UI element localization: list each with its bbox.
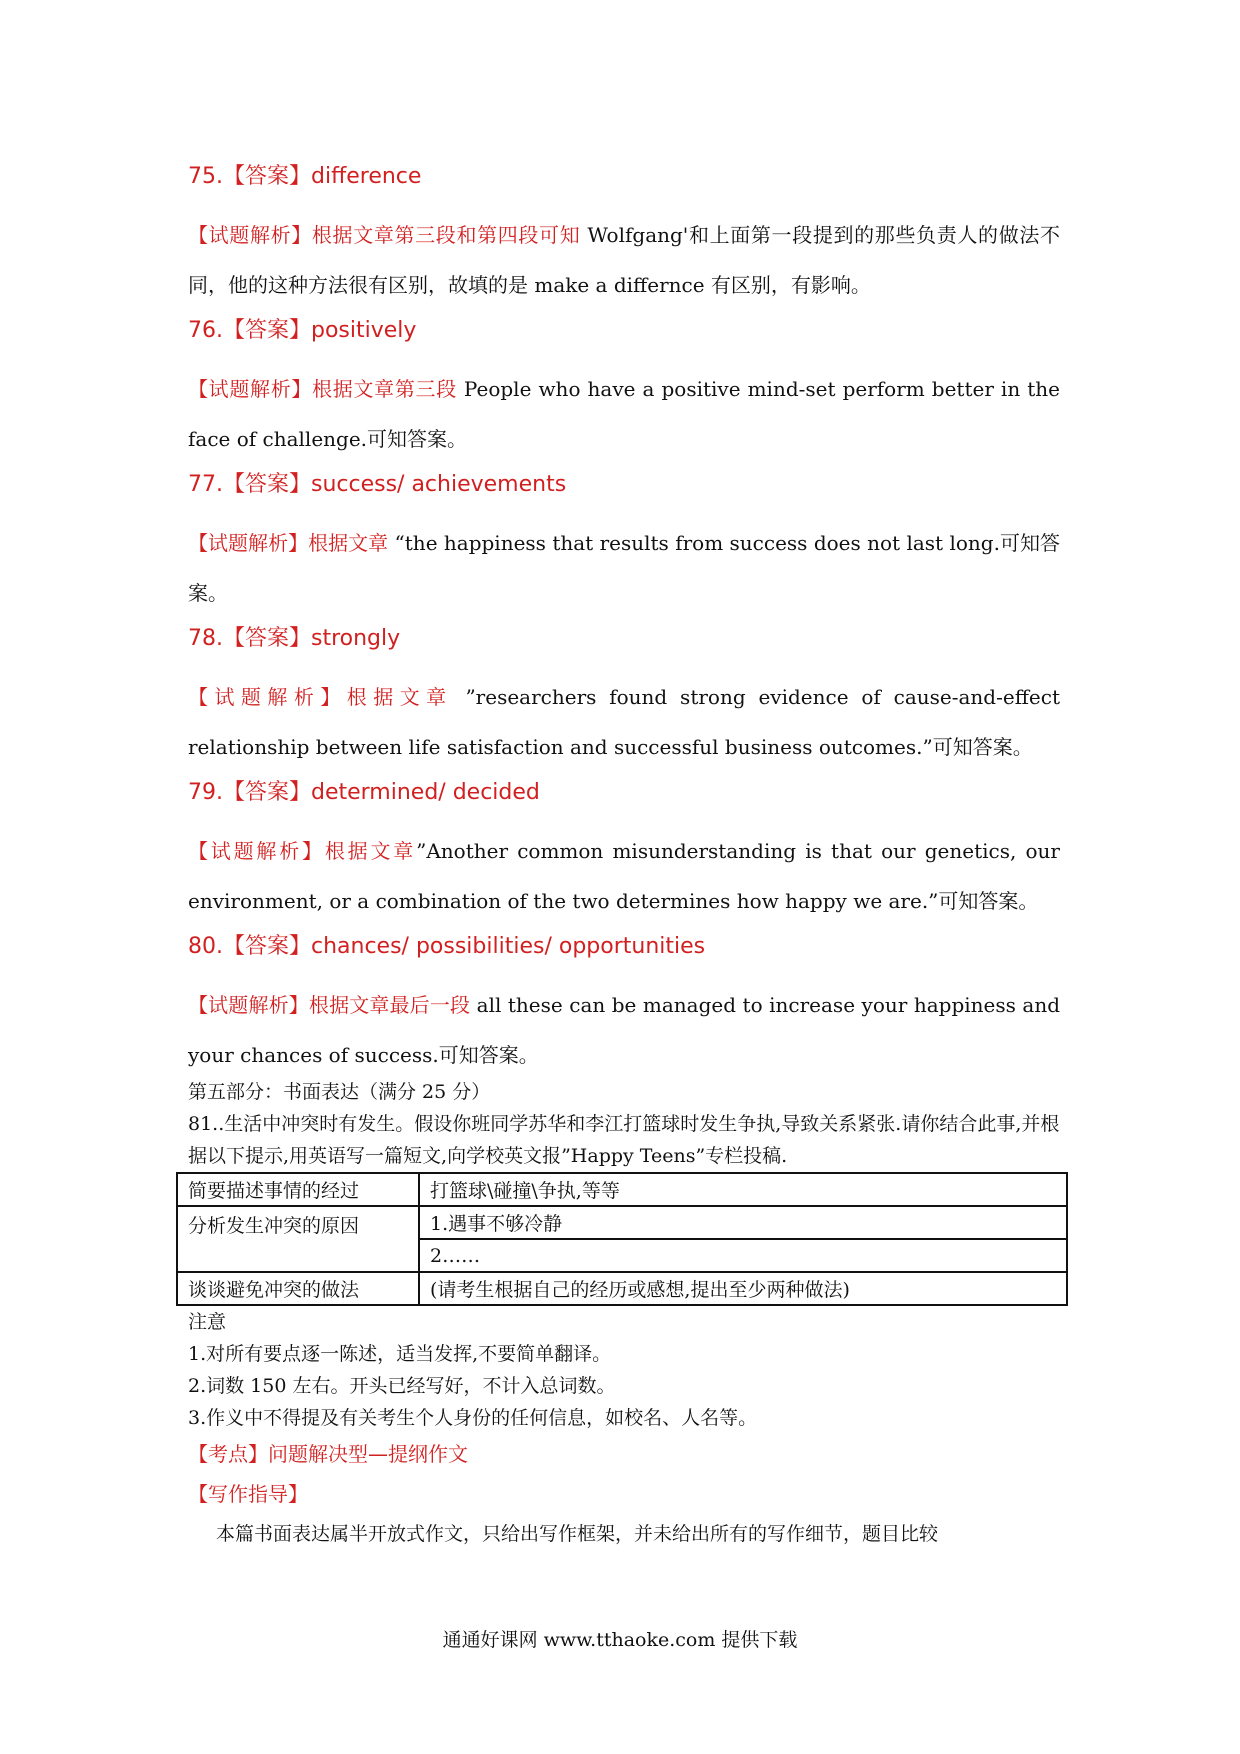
guide-text: 本篇书面表达属半开放式作文，只给出写作框架，并未给出所有的写作细节，题目比较 <box>216 1523 939 1545</box>
note-item: 3.作义中不得提及有关考生个人身份的任何信息，如校名、人名等。 <box>188 1407 758 1429</box>
table-cell: 1.遇事不够冷静 <box>419 1206 1067 1239</box>
note-item: 1.对所有要点逐一陈述，适当发挥,不要简单翻译。 <box>188 1343 612 1365</box>
kaodian-heading: 【考点】问题解决型—提纲作文 <box>188 1442 468 1466</box>
answer-line: 78.【答案】strongly <box>188 626 401 651</box>
analysis-tag: 【试题解析】根据文章 <box>188 685 453 709</box>
answer-line: 75.【答案】difference <box>188 164 422 189</box>
table-row <box>177 1173 1067 1206</box>
guide-heading: 【写作指导】 <box>188 1482 308 1506</box>
analysis-text: “the happiness that results from success does not last long.可知答案。 <box>188 531 1060 605</box>
table-cell: 分析发生冲突的原因 <box>177 1206 419 1272</box>
analysis-text: all these can be managed to increase your happiness and your chances of success.可知答案。 <box>188 993 1061 1067</box>
table-cell: 2…… <box>419 1239 1067 1272</box>
answer-line: 80.【答案】chances/ possibilities/ opportunities <box>188 934 706 959</box>
analysis-tag: 【试题解析】根据文章 <box>188 839 417 863</box>
analysis-paragraph <box>188 518 1060 618</box>
table-cell: 谈谈避免冲突的做法 <box>177 1272 419 1305</box>
analysis-paragraph <box>188 210 1060 310</box>
analysis-tag: 【试题解析】根据文章最后一段 <box>188 993 471 1017</box>
analysis-text: Wolfgang'和上面第一段提到的那些负责人的做法不同，他的这种方法很有区别，故填的是 make a differnce 有区别，有影响。 <box>188 223 1060 297</box>
question-text: 81..生活中冲突时有发生。假设你班同学苏华和李江打篮球时发生争执,导致关系紧张.请你结合此事,并根据以下提示,用英语写一篇短文,向学校英文报”Happy Teens”专栏投稿. <box>188 1113 1060 1167</box>
analysis-tag: 【试题解析】根据文章第三段 <box>188 377 457 401</box>
answer-block-77 <box>188 468 1060 618</box>
table-cell: 简要描述事情的经过 <box>177 1173 419 1206</box>
analysis-paragraph <box>188 672 1060 772</box>
analysis-paragraph <box>188 980 1060 1080</box>
page-footer: 通通好课网 www.tthaoke.com 提供下载 <box>442 1629 798 1651</box>
notes-title: 注意 <box>188 1311 227 1333</box>
answer-line: 79.【答案】determined/ decided <box>188 780 540 805</box>
analysis-tag: 【试题解析】根据文章第三段和第四段可知 <box>188 223 581 247</box>
table-row <box>177 1206 1067 1239</box>
answer-block-75 <box>188 160 1060 310</box>
note-item: 2.词数 150 左右。开头已经写好，不计入总词数。 <box>188 1375 616 1397</box>
analysis-text: ”researchers found strong evidence of cause-and-effect relationship between life satisfaction and successful business outcomes.”可知答案。 <box>188 685 1060 759</box>
answer-line: 77.【答案】success/ achievements <box>188 472 567 497</box>
section-title: 第五部分：书面表达（满分 25 分） <box>188 1081 491 1103</box>
analysis-paragraph <box>188 826 1060 926</box>
analysis-tag: 【试题解析】根据文章 <box>188 531 389 555</box>
analysis-text: People who have a positive mind-set perform better in the face of challenge.可知答案。 <box>188 377 1060 451</box>
analysis-text: ”Another common misunderstanding is that our genetics, our environment, or a combination of the two determines how happy we are.”可知答案。 <box>188 839 1060 913</box>
answer-block-76 <box>188 314 1060 464</box>
table-row <box>177 1272 1067 1305</box>
table-cell: (请考生根据自己的经历或感想,提出至少两种做法) <box>419 1272 1067 1305</box>
outline-table <box>176 1172 1068 1306</box>
answer-block-78 <box>188 622 1060 772</box>
answer-line: 76.【答案】positively <box>188 318 417 343</box>
analysis-paragraph <box>188 364 1060 464</box>
answer-block-79 <box>188 776 1060 926</box>
answer-block-80 <box>188 930 1060 1080</box>
document-body <box>188 160 1060 1554</box>
table-cell: 打篮球\碰撞\争执,等等 <box>419 1173 1067 1206</box>
